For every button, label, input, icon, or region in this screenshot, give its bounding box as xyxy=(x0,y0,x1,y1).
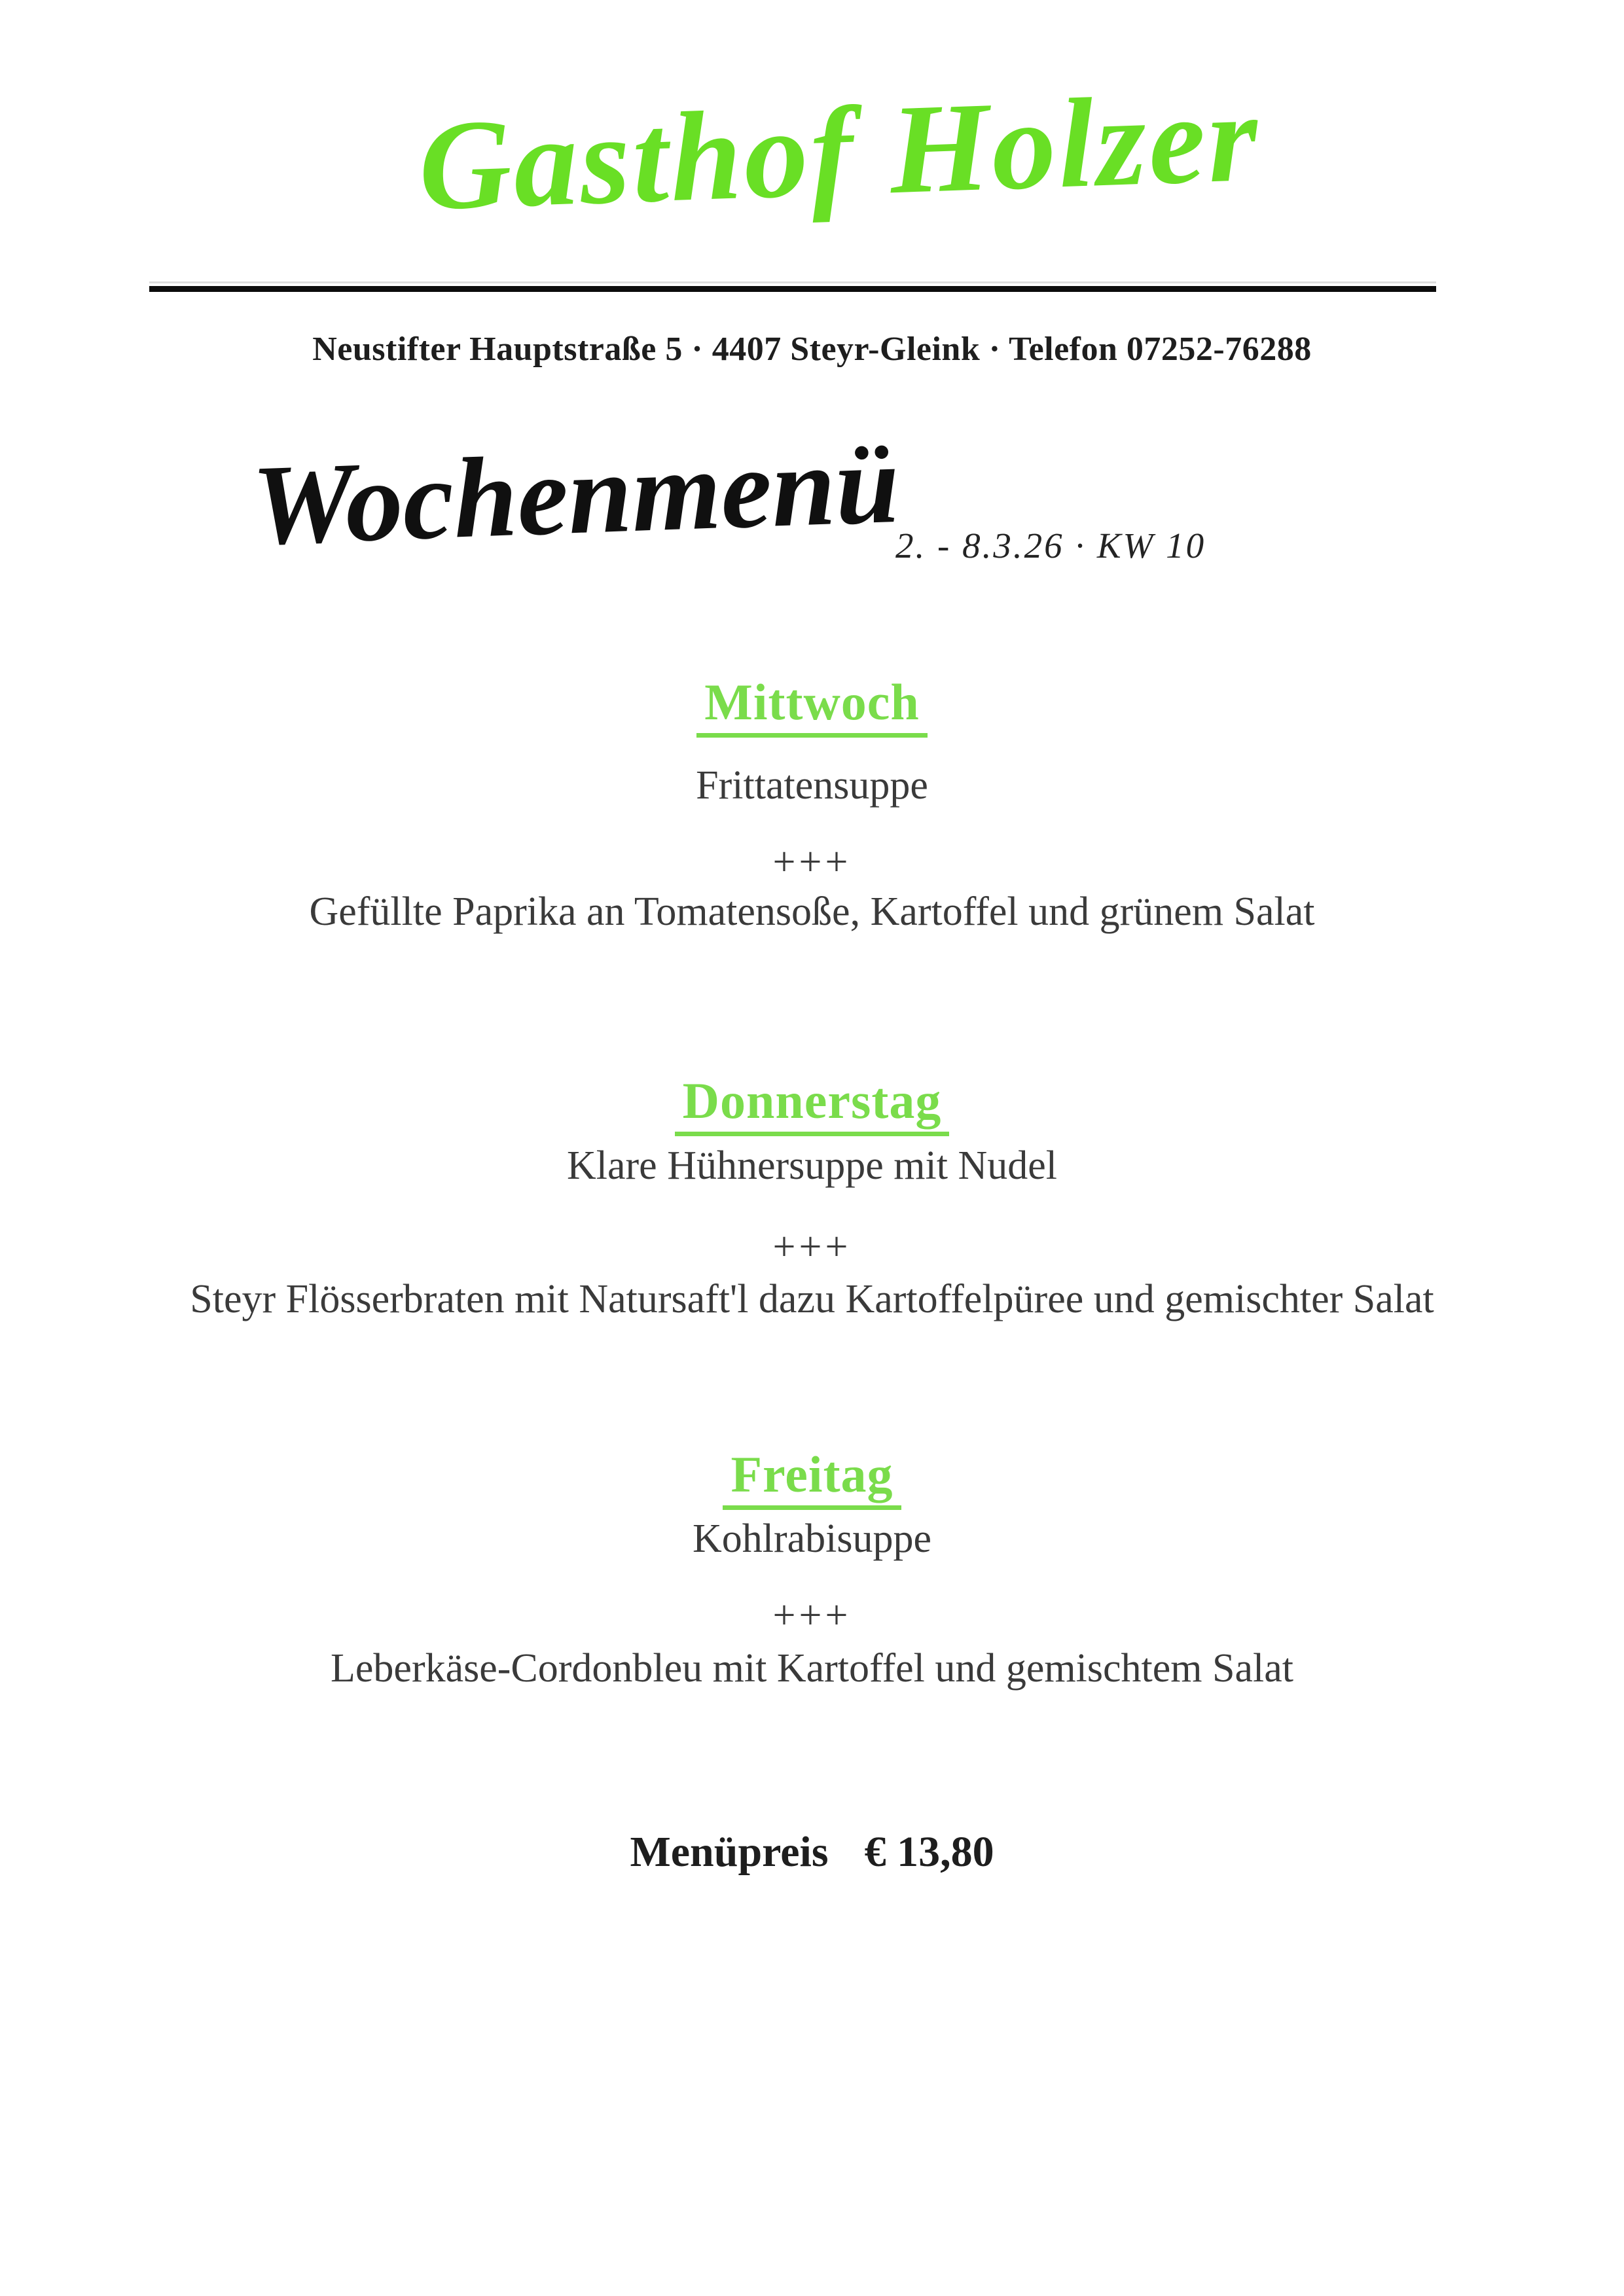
soup-course: Frittatensuppe xyxy=(696,763,928,808)
day-name-label: Mittwoch xyxy=(696,678,928,738)
day-name-label: Freitag xyxy=(723,1450,901,1510)
header-divider-line xyxy=(149,286,1436,292)
restaurant-logo-script: Gasthof Holzer xyxy=(416,66,1263,238)
main-course: Steyr Flösserbraten mit Natursaft'l dazu Kartoffelpüree und gemischter Salat xyxy=(190,1277,1434,1321)
address-line: Neustifter Hauptstraße 5 · 4407 Steyr-Gleink · Telefon 07252-76288 xyxy=(312,331,1312,368)
main-course: Leberkäse-Cordonbleu mit Kartoffel und gemischtem Salat xyxy=(331,1646,1293,1691)
day-section-heading-freitag xyxy=(0,1446,1624,1510)
header-divider-hairline xyxy=(149,281,1436,283)
soup-course: Klare Hühnersuppe mit Nudel xyxy=(567,1143,1057,1188)
week-date-range: 2. - 8.3.26 · KW 10 xyxy=(895,526,1206,565)
course-separator: +++ xyxy=(772,1593,852,1638)
day-section-heading-donnerstag xyxy=(0,1072,1624,1136)
week-menu-script-title: Wochenmenü xyxy=(249,419,901,569)
main-course: Gefüllte Paprika an Tomatensoße, Kartoffel und grünem Salat xyxy=(309,889,1315,934)
day-section-heading-mittwoch xyxy=(0,673,1624,738)
course-separator: +++ xyxy=(772,1225,852,1269)
soup-course: Kohlrabisuppe xyxy=(692,1516,932,1561)
menu-price-row xyxy=(0,1828,1624,1876)
menu-price-label: Menüpreis xyxy=(630,1828,829,1876)
menu-price-value: € 13,80 xyxy=(864,1828,994,1876)
day-name-label: Donnerstag xyxy=(675,1077,950,1136)
course-separator: +++ xyxy=(772,840,852,884)
